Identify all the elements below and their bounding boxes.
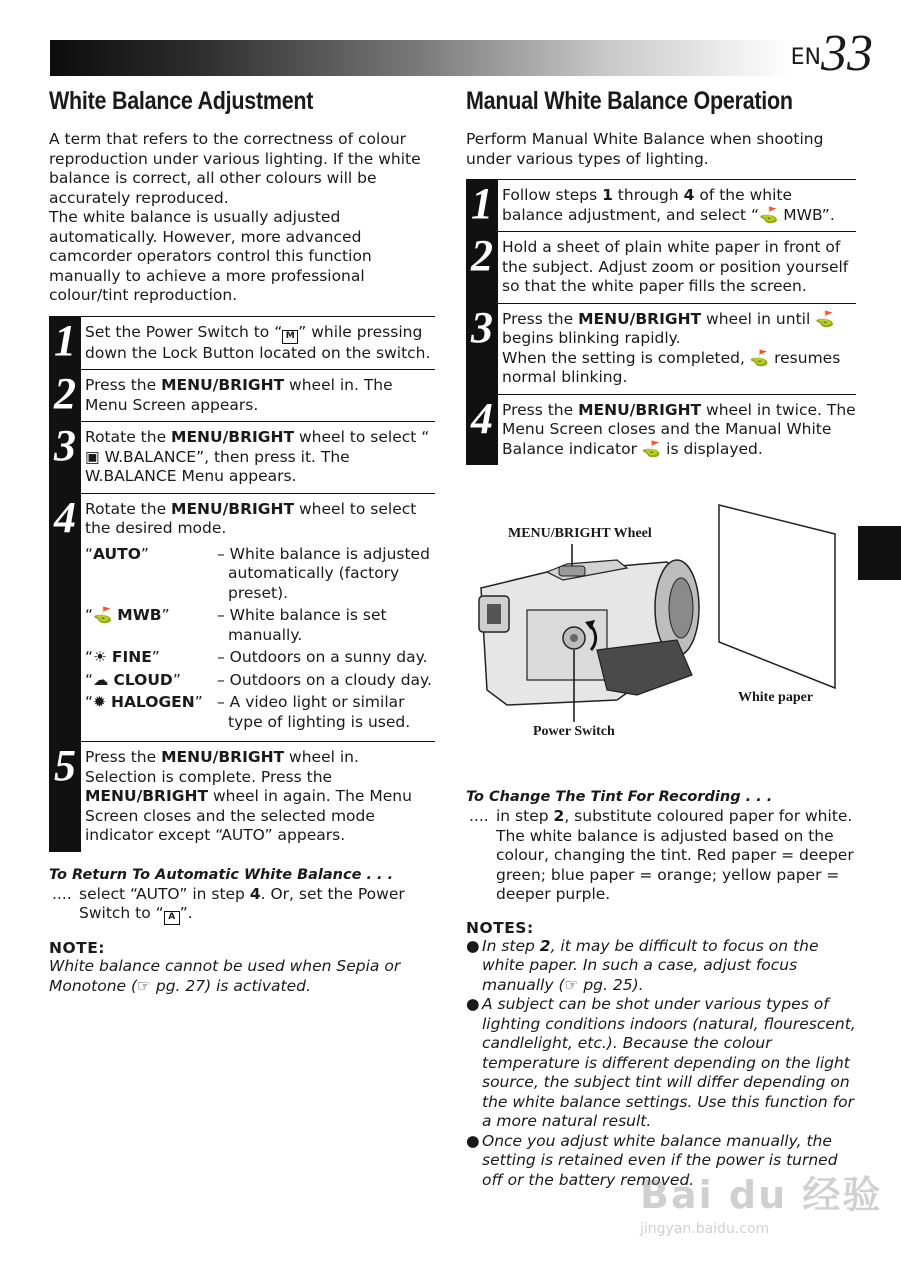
mwb-icon: ⛳ (641, 439, 662, 458)
white-balance-icon: ▣ (85, 447, 100, 466)
camcorder-figure (467, 500, 867, 750)
mwb-icon: ⛳ (759, 205, 779, 224)
note-heading: NOTE: (49, 939, 106, 957)
page-number: EN33 (790, 25, 873, 82)
section-title-manual-wb: Manual White Balance Operation (466, 87, 793, 115)
manual-mode-icon: M (282, 330, 298, 344)
intro-paragraph: The white balance is usually adjusted automatically. However, more advanced camcorder operators control this function manually to achieve a more professional colour/tint reproduction. (49, 208, 372, 304)
step-item: 1 Set the Power Switch to “ M ” while pressing down the Lock Button located on the switch. (81, 316, 435, 370)
notes-list (466, 937, 856, 1191)
return-auto-body: .... select “AUTO” in step 4. Or, set the Power Switch to “ A ”. (49, 885, 435, 926)
step-item: 4 Rotate the MENU/BRIGHT wheel to select the desired mode. “AUTO” – White balance is adjusted automatically (factory preset). “⛳ MWB” – White balance is set manually. “☀ FINE” – Outdoors on a sunny day. “☁ CLOUD” – Outdoors on a cloudy day. “✹ HALOGEN” – A video light or similar type of lighting is used. (81, 493, 435, 742)
notes-heading: NOTES: (466, 918, 534, 937)
white-paper-drawing (719, 505, 835, 688)
note-item: ● A subject can be shot under various types of lighting conditions indoors (natural, flourescent, candlelight, etc.). Because the colour temperature is different depending on the light source, the subject tint will differ depending on the white balance settings. Use this function for a more natural result. (466, 995, 856, 1130)
note-body: White balance cannot be used when Sepia or Monotone (☞ pg. 27) is activated. (49, 957, 401, 995)
label-menu-bright-wheel: MENU/BRIGHT Wheel (508, 526, 652, 541)
mwb-icon: ⛳ (815, 309, 835, 328)
mode-row: “☀ FINE” – Outdoors on a sunny day. (85, 648, 428, 666)
intro-paragraph: A term that refers to the correctness of colour reproduction under various lighting. If the white balance is correct, all other colours will be accurately reproduced. (49, 130, 421, 207)
auto-mode-icon: A (164, 911, 180, 925)
cloud-icon: ☁ (93, 670, 109, 689)
sun-icon: ☀ (93, 648, 107, 666)
step-item: 5 Press the MENU/BRIGHT wheel in. Selection is complete. Press the MENU/BRIGHT wheel in again. The Menu Screen closes and the selected mode indicator except “AUTO” appears. (81, 741, 435, 852)
steps-list (466, 179, 856, 465)
mode-row: “AUTO” – White balance is adjusted automatically (factory preset). (85, 544, 430, 602)
left-column (49, 84, 435, 996)
mode-row: “⛳ MWB” – White balance is set manually. (85, 606, 387, 644)
return-auto-heading: To Return To Automatic White Balance . . . (49, 866, 394, 883)
steps-list (49, 316, 435, 852)
grip-strap (597, 640, 692, 695)
mode-row: “✹ HALOGEN” – A video light or similar type of lighting is used. (85, 693, 411, 731)
halogen-icon: ✹ (93, 693, 107, 711)
viewfinder-eyepiece (487, 604, 501, 624)
lens-glass (669, 578, 693, 638)
mode-row: “☁ CLOUD” – Outdoors on a cloudy day. (85, 670, 432, 689)
tint-heading: To Change The Tint For Recording . . . (466, 789, 773, 805)
step-item: 3 Press the MENU/BRIGHT wheel in until ⛳ begins blinking rapidly. When the setting is completed, ⛳ resumes normal blinking. (498, 303, 856, 394)
right-lower (466, 782, 856, 1190)
section-title-white-balance: White Balance Adjustment (49, 87, 314, 115)
tint-body: .... in step 2, substitute coloured paper for white. The white balance is adjusted based on the colour, changing the tint. Red paper = deeper green; blue paper = orange; yellow paper = deeper purple. (469, 807, 854, 903)
step-item: 1 Follow steps 1 through 4 of the white balance adjustment, and select “⛳ MWB”. (498, 179, 856, 231)
step-item: 3 Rotate the MENU/BRIGHT wheel to select “▣ W.BALANCE”, then press it. The W.BALANCE Menu appears. (81, 421, 435, 493)
header-gradient-bar (50, 40, 790, 76)
intro-paragraph: Perform Manual White Balance when shooting under various types of lighting. (466, 130, 824, 168)
step-item: 4 Press the MENU/BRIGHT wheel in twice. The Menu Screen closes and the Manual White Balance indicator ⛳ is displayed. (498, 394, 856, 466)
step-item: 2 Press the MENU/BRIGHT wheel in. The Menu Screen appears. (81, 369, 435, 421)
label-white-paper: White paper (738, 690, 814, 705)
menu-bright-wheel-drawing (559, 566, 585, 576)
right-column (466, 84, 856, 465)
baidu-watermark: Bai du 经验 jingyan.baidu.com (640, 1173, 883, 1237)
note-item: ● Once you adjust white balance manually, the setting is retained even if the power is turned off or the battery removed. (466, 1131, 838, 1189)
mwb-icon: ⛳ (93, 606, 113, 624)
label-power-switch: Power Switch (533, 724, 615, 739)
mode-list (85, 545, 435, 733)
power-switch-center (570, 634, 578, 642)
note-item: ● In step 2, it may be difficult to focus on the white paper. In such a case, adjust focus manually (☞ pg. 25). (466, 936, 819, 994)
step-item: 2 Hold a sheet of plain white paper in front of the subject. Adjust zoom or position yourself so that the white paper fills the screen. (498, 231, 856, 303)
mwb-icon: ⛳ (749, 348, 770, 367)
